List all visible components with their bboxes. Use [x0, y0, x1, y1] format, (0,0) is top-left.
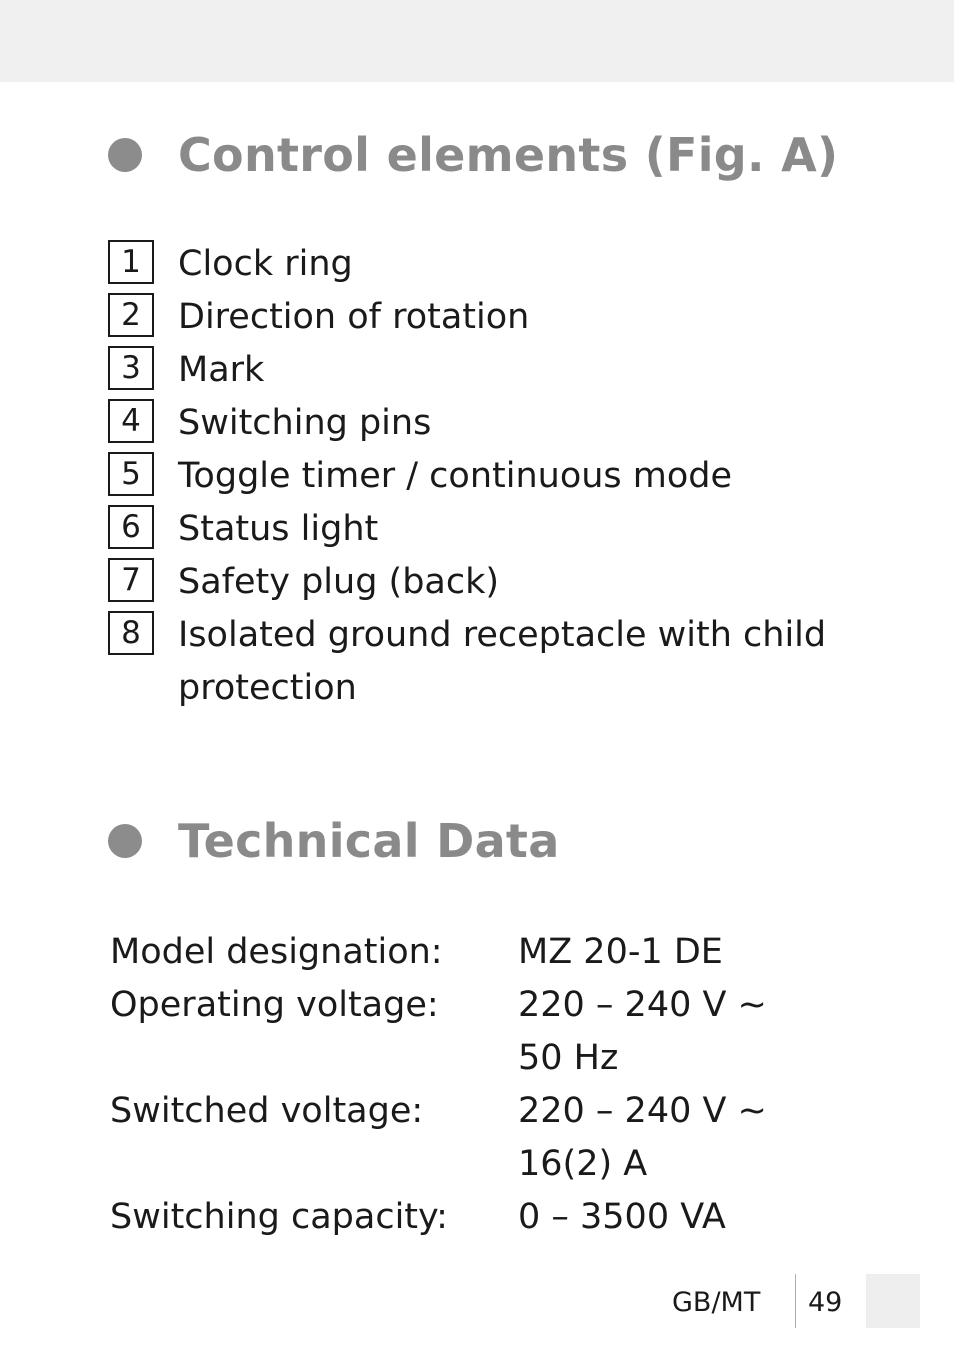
list-item: [108, 238, 828, 291]
control-elements-list: [108, 238, 828, 715]
heading-bullet-icon: [108, 138, 142, 172]
item-label: Safety plug (back): [178, 562, 500, 602]
item-number-box: 4: [108, 399, 154, 443]
table-row: [110, 1191, 870, 1244]
spec-label: Operating voltage:: [110, 985, 439, 1025]
top-band: [0, 0, 954, 82]
item-number-box: 3: [108, 346, 154, 390]
spec-value: 0 – 3500 VA: [518, 1197, 726, 1237]
item-number-box: 2: [108, 293, 154, 337]
control-elements-heading: [108, 128, 838, 182]
spec-label: Switched voltage:: [110, 1091, 424, 1131]
control-elements-title: Control elements (Fig. A): [178, 128, 839, 182]
footer-divider: [795, 1274, 796, 1328]
list-item: [108, 344, 828, 397]
spec-values: [518, 1085, 870, 1191]
table-row: [110, 979, 870, 1085]
list-item: [108, 609, 828, 715]
item-label: Isolated ground receptacle with child protection: [178, 615, 827, 708]
footer-region-code: GB/MT: [672, 1287, 761, 1318]
item-label: Direction of rotation: [178, 297, 530, 337]
technical-data-heading: [108, 814, 560, 868]
list-item: [108, 556, 828, 609]
item-label: Mark: [178, 350, 265, 390]
footer-tab: [866, 1274, 920, 1328]
table-row: [110, 1085, 870, 1191]
spec-value: 16(2) A: [518, 1144, 648, 1184]
spec-label: Model designation:: [110, 932, 443, 972]
item-label: Clock ring: [178, 244, 353, 284]
item-label: Toggle timer / continuous mode: [178, 456, 733, 496]
item-label: Switching pins: [178, 403, 432, 443]
spec-value: 220 – 240 V ~: [518, 1091, 767, 1131]
list-item: [108, 450, 828, 503]
spec-value: 220 – 240 V ~: [518, 985, 767, 1025]
spec-values: [518, 926, 870, 979]
spec-value: 50 Hz: [518, 1038, 619, 1078]
list-item: [108, 397, 828, 450]
heading-bullet-icon: [108, 824, 142, 858]
item-number-box: 7: [108, 558, 154, 602]
item-number-box: 8: [108, 611, 154, 655]
spec-label: Switching capacity:: [110, 1197, 448, 1237]
spec-values: [518, 1191, 870, 1244]
technical-data-title: Technical Data: [178, 814, 560, 868]
item-label: Status light: [178, 509, 379, 549]
spec-value: MZ 20-1 DE: [518, 932, 723, 972]
list-item: [108, 291, 828, 344]
item-number-box: 1: [108, 240, 154, 284]
technical-data-table: [110, 926, 870, 1244]
item-number-box: 6: [108, 505, 154, 549]
item-number-box: 5: [108, 452, 154, 496]
table-row: [110, 926, 870, 979]
list-item: [108, 503, 828, 556]
page-number: 49: [808, 1287, 843, 1318]
spec-values: [518, 979, 870, 1085]
